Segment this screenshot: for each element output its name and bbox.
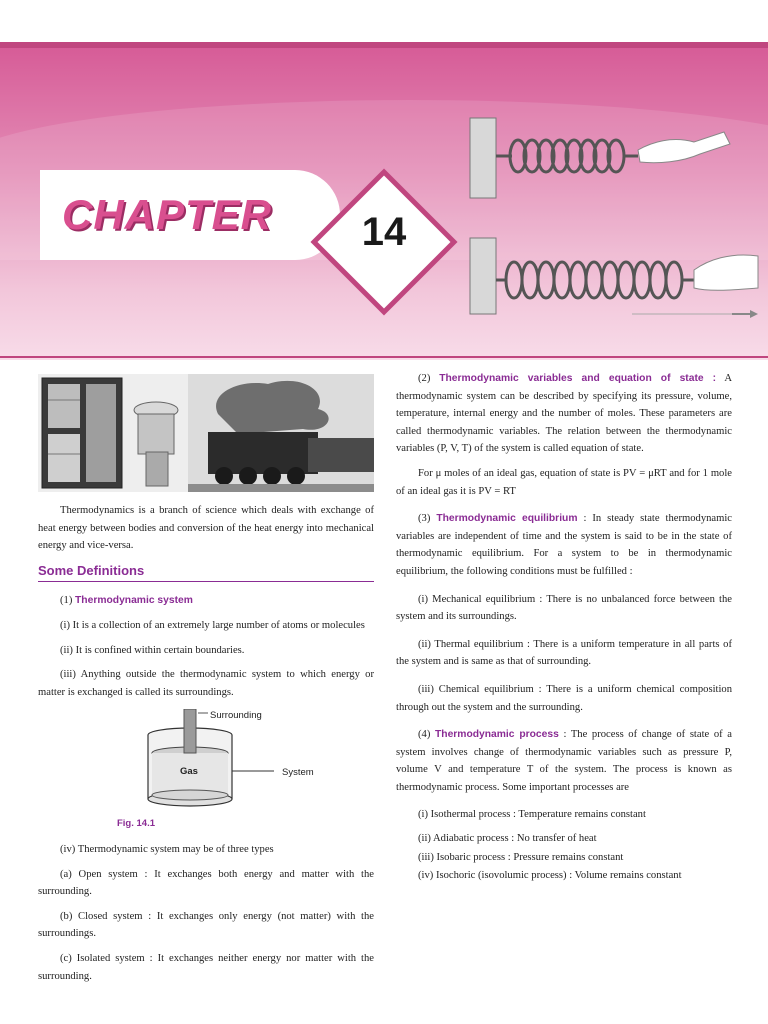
definition-4 <box>396 726 732 796</box>
spring-illustration <box>462 92 762 332</box>
chapter-label-box <box>40 170 340 260</box>
definition-term: Thermodynamic system <box>75 595 193 607</box>
banner-top-line <box>0 42 768 48</box>
chapter-number: 14 <box>361 210 407 254</box>
figure-label-system: System <box>282 767 314 779</box>
definition-text: : The process of change of state of a system involves change of thermodynamic variables such as pressure P, volume V and temperature T of the system. The process is known as thermodynamic process. Some important processes are <box>396 729 732 793</box>
isolated-system: (c) Isolated system : It exchanges neither energy nor matter with the surrounding. <box>38 952 374 982</box>
closed-system: (b) Closed system : It exchanges only energy (not matter) with the surroundings. <box>38 910 374 940</box>
intro-paragraph: Thermodynamics is a branch of science which deals with exchange of heat energy between bodies and conversion of the heat energy into mechanical energy and vice-versa. <box>38 505 374 552</box>
cylinder-diagram <box>38 709 374 813</box>
mechanical-equilibrium: (i) Mechanical equilibrium : There is no unbalanced force between the system and its surroundings. <box>396 593 732 623</box>
left-column <box>38 374 374 992</box>
definition-number: (4) <box>418 729 435 741</box>
definition-1-iii: (iii) Anything outside the thermodynamic system to which energy or matter is exchanged is called its surroundings. <box>38 669 374 698</box>
definition-term: Thermodynamic process <box>434 729 559 741</box>
right-column <box>396 370 732 892</box>
section-heading: Some Definitions <box>38 562 374 583</box>
definition-1-i: (i) It is a collection of an extremely large number of atoms or molecules <box>60 619 365 631</box>
definition-1-heading <box>38 592 374 610</box>
figure-label-surrounding: Surrounding <box>210 710 262 722</box>
definition-term: Thermodynamic variables and equation of state : <box>439 373 717 384</box>
definition-text: A thermodynamic system can be described by specifying its pressure, volume, temperature, internal energy and the number of moles. These parameters are called thermodynamic variables. The relation between the thermodynamic variables (P, V, T) of the system is called equation of state. <box>396 373 732 455</box>
figure-caption: Fig. 14.1 <box>116 818 155 830</box>
chapter-banner <box>0 42 768 360</box>
definition-term: Thermodynamic equilibrium <box>436 513 578 525</box>
figure-label-gas: Gas <box>180 766 198 778</box>
isobaric-process: (iii) Isobaric process : Pressure remains constant <box>418 851 624 863</box>
definition-1-ii: (ii) It is confined within certain boundaries. <box>60 644 245 656</box>
thermal-equilibrium: (ii) Thermal equilibrium : There is a uniform temperature in all parts of the system and is same as that of surrounding. <box>396 638 732 668</box>
chapter-word: CHAPTER <box>62 191 273 238</box>
isothermal-process: (i) Isothermal process : Temperature remains constant <box>418 809 646 821</box>
isochoric-process: (iv) Isochoric (isovolumic process) : Volume remains constant <box>418 870 682 882</box>
system-types-intro: (iv) Thermodynamic system may be of three types <box>60 843 274 855</box>
intro-photo <box>38 374 374 492</box>
definition-number: (2) <box>418 373 440 384</box>
adiabatic-process: (ii) Adiabatic process : No transfer of heat <box>418 833 597 845</box>
definition-number: (1) <box>60 595 76 607</box>
definition-text: : In steady state thermodynamic variables are independent of time and the system is said to be in the state of thermodynamic equilibrium. For a system to be in thermodynamic equilibrium, the following conditions must be fulfilled : <box>396 513 732 577</box>
ideal-gas-equation: For μ moles of an ideal gas, equation of state is PV = μRT and for 1 mole of an ideal gas it is PV = RT <box>396 467 732 497</box>
chemical-equilibrium: (iii) Chemical equilibrium : There is a uniform chemical composition through out the system and the surrounding. <box>396 683 732 713</box>
definition-number: (3) <box>418 513 437 525</box>
open-system: (a) Open system : It exchanges both energy and matter with the surrounding. <box>38 868 374 898</box>
figure-system-diagram <box>38 709 374 813</box>
definition-2 <box>396 370 732 458</box>
definition-3 <box>396 510 732 580</box>
banner-bottom-rule <box>0 356 768 358</box>
